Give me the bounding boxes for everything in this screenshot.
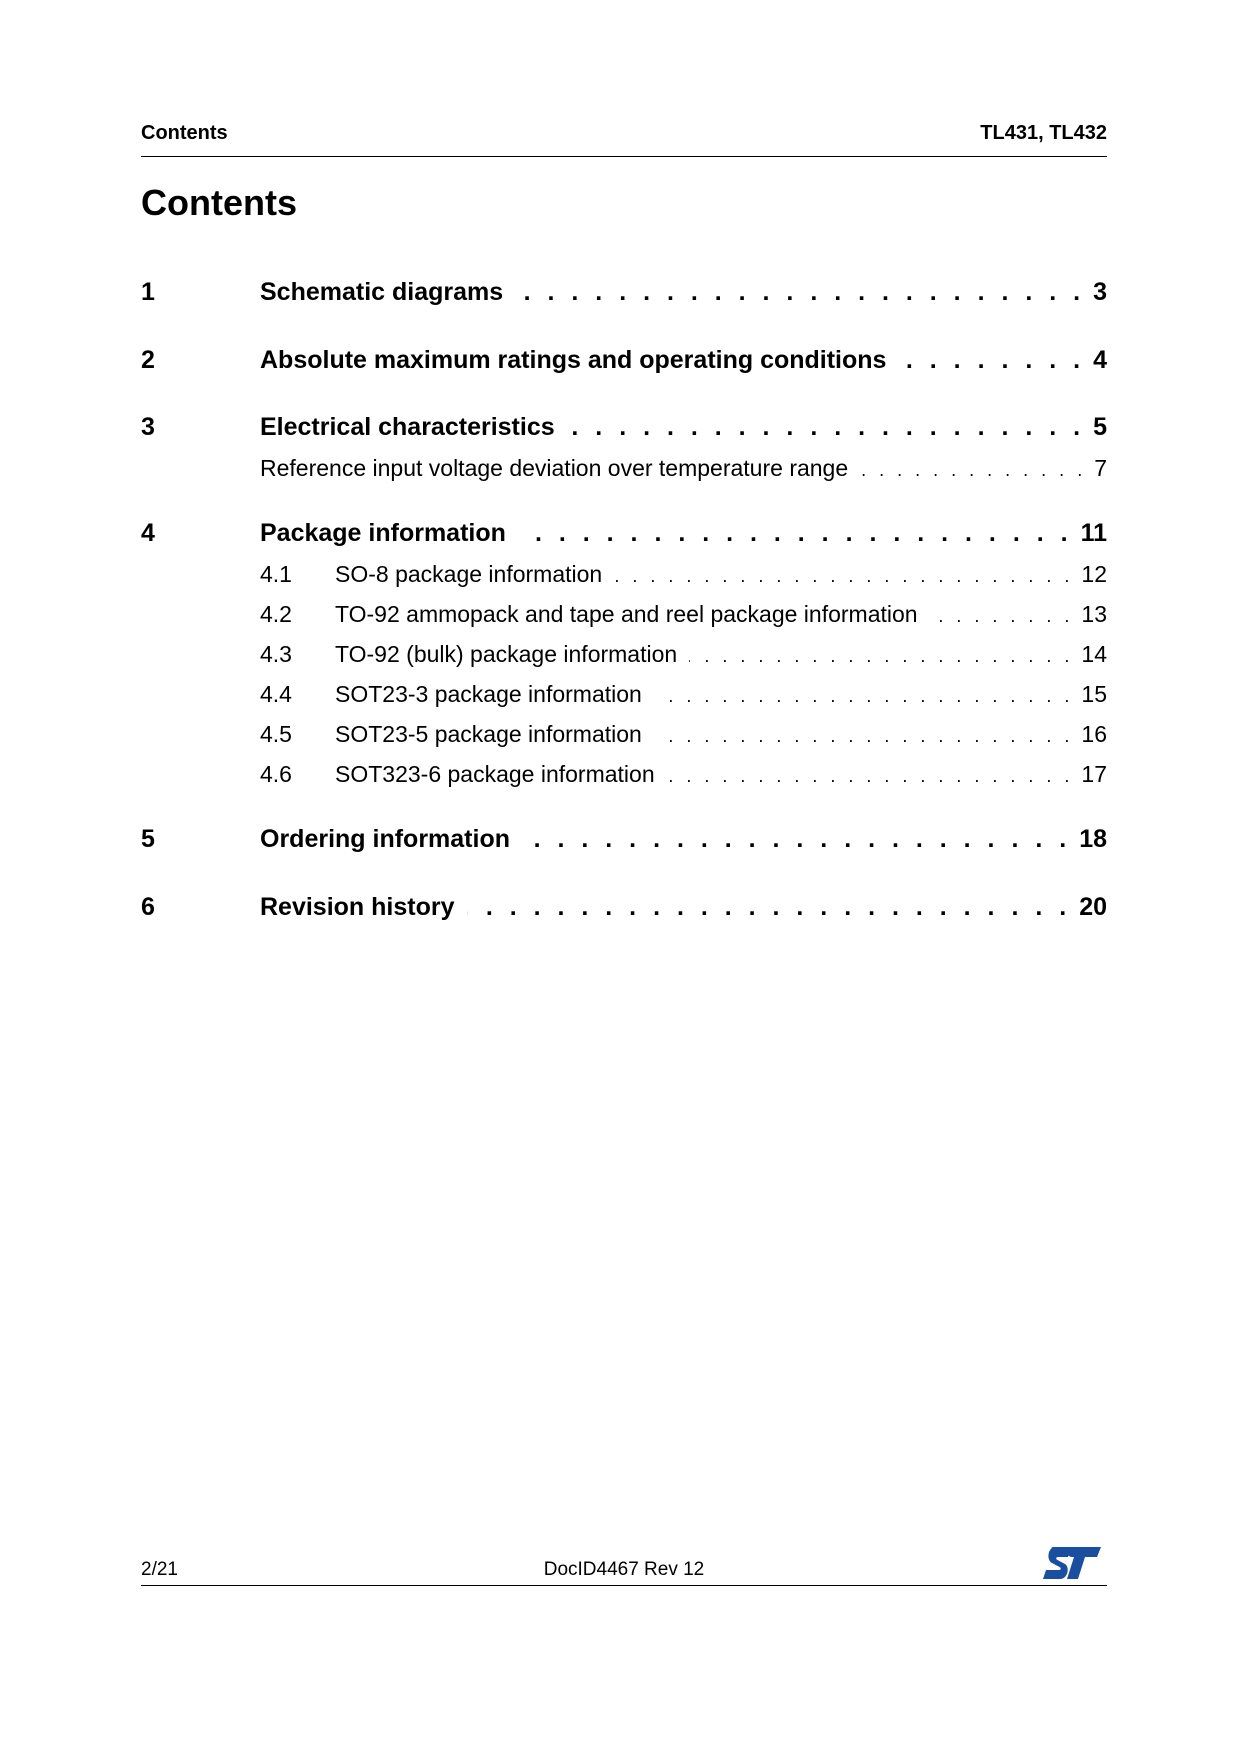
toc-entry-to92-bulk[interactable] <box>141 641 1107 668</box>
toc-entry-absolute-maximum-ratings[interactable] <box>141 346 1107 375</box>
toc-dot-leader <box>515 278 1085 307</box>
toc-entry-so8-package[interactable] <box>141 561 1107 588</box>
toc-entry-title: Package information <box>260 519 506 547</box>
toc-entry-number: 4 <box>141 519 155 547</box>
header-document-title: TL431, TL432 <box>980 122 1107 144</box>
toc-entry-sot323-6[interactable] <box>141 761 1107 788</box>
toc-entry-number: 3 <box>141 413 155 441</box>
st-logo-icon <box>1041 1545 1103 1583</box>
header-section-name: Contents <box>141 122 228 144</box>
toc-dot-leader <box>518 519 1073 548</box>
toc-entry-number: 2 <box>141 346 155 374</box>
toc-entry-sot23-3[interactable] <box>141 681 1107 708</box>
page-footer <box>141 1555 1107 1586</box>
toc-dot-leader <box>667 766 1074 787</box>
toc-entry-title: Revision history <box>260 893 455 921</box>
toc-dot-leader <box>567 413 1085 442</box>
toc-entry-number: 4.4 <box>260 681 292 707</box>
toc-entry-title: Electrical characteristics <box>260 413 555 441</box>
toc-entry-title: SOT23-5 package information <box>335 721 642 747</box>
toc-entry-page: 15 <box>1081 681 1107 707</box>
toc-entry-schematic-diagrams[interactable] <box>141 278 1107 307</box>
toc-entry-ordering-information[interactable] <box>141 825 1107 854</box>
footer-doc-id: DocID4467 Rev 12 <box>543 1559 705 1580</box>
toc-entry-title: Absolute maximum ratings and operating conditions <box>260 346 887 374</box>
toc-entry-number: 1 <box>141 278 155 306</box>
toc-dot-leader <box>654 686 1074 707</box>
toc-entry-number: 4.3 <box>260 641 292 667</box>
toc-entry-title: SOT23-3 package information <box>335 681 642 707</box>
toc-entry-page: 17 <box>1081 761 1107 787</box>
toc-entry-page: 4 <box>1093 346 1107 374</box>
toc-dot-leader <box>522 825 1071 854</box>
toc-entry-title: SO-8 package information <box>335 561 603 587</box>
toc-dot-leader <box>930 606 1074 627</box>
toc-entry-page: 14 <box>1081 641 1107 667</box>
toc-entry-title: Reference input voltage deviation over temperature range <box>260 455 849 481</box>
toc-dot-leader <box>614 566 1073 587</box>
toc-entry-sot23-5[interactable] <box>141 721 1107 748</box>
toc-dot-leader <box>654 726 1074 747</box>
toc-dot-leader <box>467 893 1072 922</box>
toc-entry-number: 6 <box>141 893 155 921</box>
toc-entry-number: 5 <box>141 825 155 853</box>
toc-entry-number: 4.6 <box>260 761 292 787</box>
toc-entry-title: TO-92 ammopack and tape and reel package information <box>335 601 918 627</box>
toc-dot-leader <box>860 460 1086 481</box>
toc-entry-page: 5 <box>1093 413 1107 441</box>
toc-entry-electrical-characteristics[interactable] <box>141 413 1107 442</box>
toc-entry-page: 11 <box>1080 519 1107 547</box>
toc-entry-number: 4.5 <box>260 721 292 747</box>
toc-entry-to92-ammopack[interactable] <box>141 601 1107 628</box>
toc-entry-title: TO-92 (bulk) package information <box>335 641 678 667</box>
toc-entry-page: 12 <box>1081 561 1107 587</box>
toc-entry-number: 4.2 <box>260 601 292 627</box>
toc-entry-page: 13 <box>1081 601 1107 627</box>
toc-entry-reference-input-voltage-deviation[interactable] <box>141 455 1107 482</box>
toc-entry-package-information[interactable] <box>141 519 1107 548</box>
toc-entry-number: 4.1 <box>260 561 292 587</box>
toc-entry-page: 3 <box>1093 278 1107 306</box>
toc-dot-leader <box>898 346 1085 375</box>
toc-dot-leader <box>689 646 1073 667</box>
toc-entry-page: 16 <box>1081 721 1107 747</box>
footer-page-number: 2/21 <box>141 1559 178 1580</box>
toc-entry-page: 20 <box>1079 893 1107 921</box>
toc-entry-title: Ordering information <box>260 825 510 853</box>
toc-entry-title: Schematic diagrams <box>260 278 504 306</box>
toc-entry-revision-history[interactable] <box>141 893 1107 922</box>
toc-entry-title: SOT323-6 package information <box>335 761 655 787</box>
page-title: Contents <box>141 182 297 223</box>
page-header <box>141 120 1107 157</box>
toc-entry-page: 18 <box>1079 825 1107 853</box>
toc-entry-page: 7 <box>1094 455 1107 481</box>
